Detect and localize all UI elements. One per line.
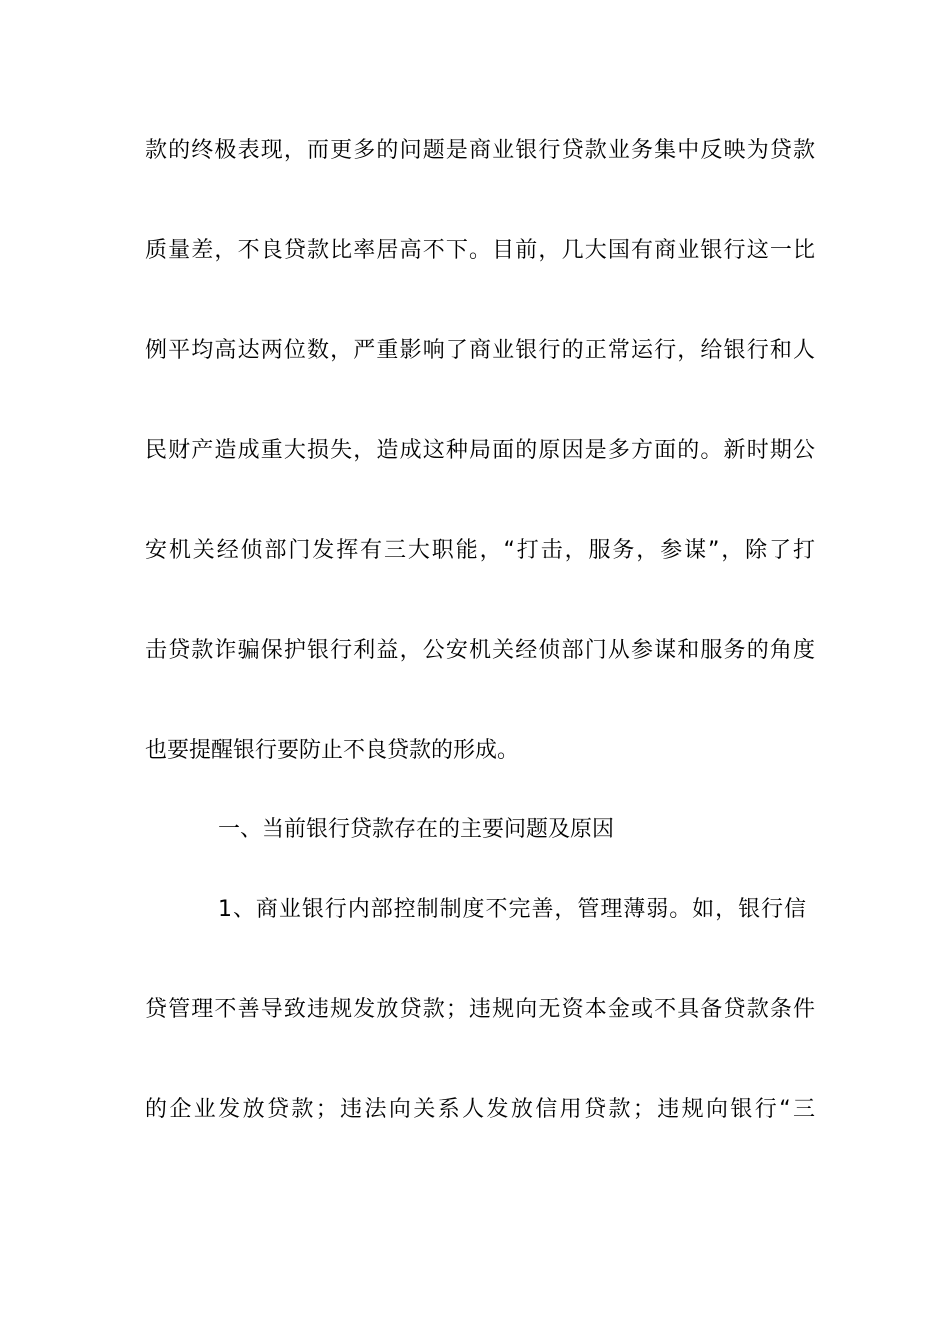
section-paragraph-line: 1、商业银行内部控制制度不完善，管理薄弱。如，银行信: [218, 897, 806, 922]
paragraph-line: 例平均高达两位数，严重影响了商业银行的正常运行，给银行和人: [145, 338, 815, 363]
paragraph-line: 款的终极表现，而更多的问题是商业银行贷款业务集中反映为贷款: [145, 138, 815, 163]
paragraph-line: 质量差，不良贷款比率居高不下。目前，几大国有商业银行这一比: [145, 238, 815, 263]
section-paragraph-line: 贷管理不善导致违规发放贷款；违规向无资本金或不具备贷款条件: [145, 997, 815, 1022]
paragraph-line: 击贷款诈骗保护银行利益，公安机关经侦部门从参谋和服务的角度: [145, 638, 815, 663]
section-paragraph-line: 的企业发放贷款；违法向关系人发放信用贷款；违规向银行“三: [145, 1097, 815, 1122]
paragraph-line: 安机关经侦部门发挥有三大职能，“打击，服务，参谋”，除了打: [145, 538, 815, 563]
section-heading: 一、当前银行贷款存在的主要问题及原因: [218, 817, 615, 842]
paragraph-line: 民财产造成重大损失，造成这种局面的原因是多方面的。新时期公: [145, 438, 815, 463]
paragraph-line: 也要提醒银行要防止不良贷款的形成。: [145, 738, 520, 763]
